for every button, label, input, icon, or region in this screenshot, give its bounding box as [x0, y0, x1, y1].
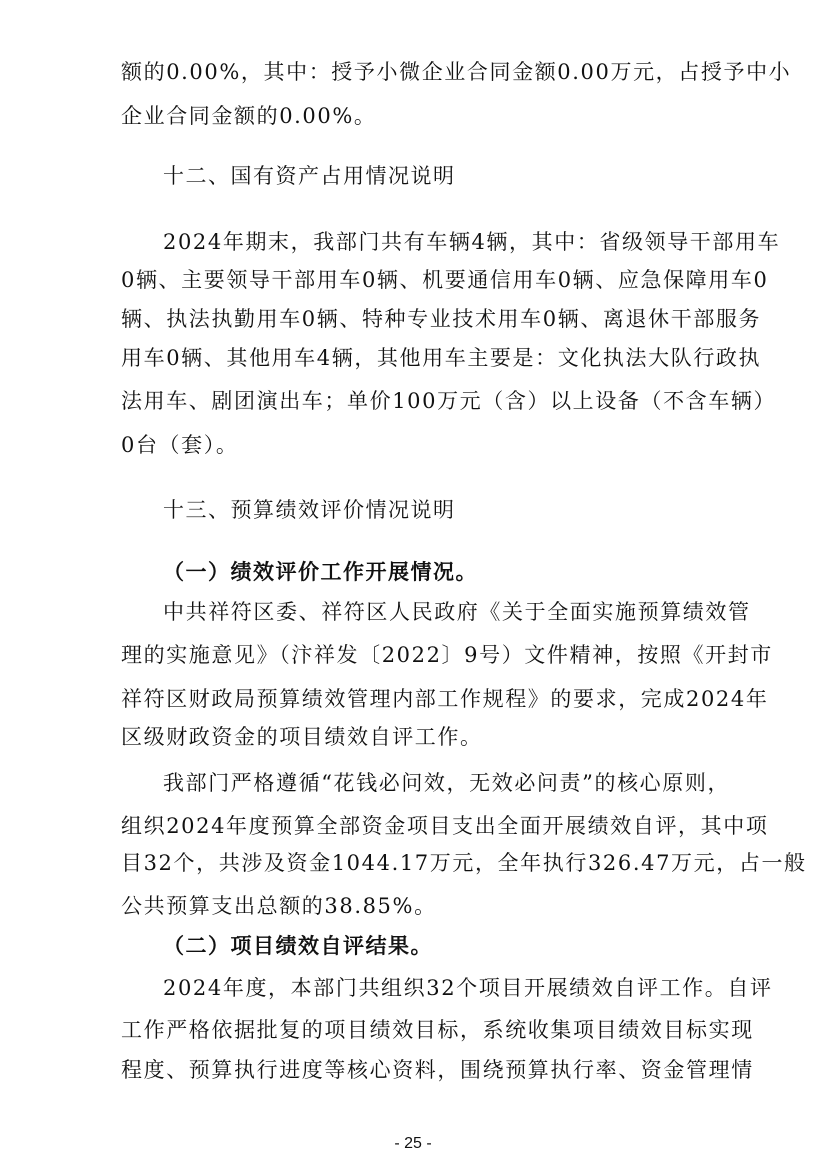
body-text-line: 工作严格依据批复的项目绩效目标，系统收集项目绩效目标实现 [121, 1018, 754, 1042]
section-13-heading: 十三、预算绩效评价情况说明 [163, 498, 456, 522]
subsection-title: （一）绩效评价工作开展情况。 [163, 559, 478, 584]
body-text-line: 组织2024年度预算全部资金项目支出全面开展绩效自评，其中项 [121, 814, 769, 838]
body-text-line: 区级财政资金的项目绩效自评工作。 [121, 725, 483, 749]
body-text-line: 2024年期末，我部门共有车辆4辆，其中：省级领导干部用车 [163, 230, 781, 254]
subsection-title: （二）项目绩效自评结果。 [163, 933, 433, 958]
body-text-line: 公共预算支出总额的38.85%。 [121, 894, 437, 918]
body-text-line: 中共祥符区委、祥符区人民政府《关于全面实施预算绩效管 [163, 600, 751, 624]
body-text-line: 额的0.00%，其中：授予小微企业合同金额0.00万元，占授予中小 [121, 60, 792, 84]
body-text-line: 2024年度，本部门共组织32个项目开展绩效自评工作。自评 [163, 976, 773, 1000]
body-text-line: 法用车、剧团演出车；单价100万元（含）以上设备（不含车辆） [121, 389, 777, 413]
body-text-line: 我部门严格遵循“花钱必问效，无效必问责”的核心原则， [163, 771, 731, 795]
body-text-line: 0辆、主要领导干部用车0辆、机要通信用车0辆、应急保障用车0 [121, 268, 769, 292]
body-text-line: 用车0辆、其他用车4辆，其他用车主要是：文化执法大队行政执 [121, 346, 762, 370]
body-text-line: 祥符区财政局预算绩效管理内部工作规程》的要求，完成2024年 [121, 687, 769, 711]
body-text-line: 程度、预算执行进度等核心资料，围绕预算执行率、资金管理情 [121, 1058, 754, 1082]
body-text-line: 目32个，共涉及资金1044.17万元，全年执行326.47万元，占一般 [121, 851, 807, 875]
section-12-heading: 十二、国有资产占用情况说明 [163, 164, 456, 188]
body-text-line: 理的实施意见》（汴祥发〔2022〕9号）文件精神，按照《开封市 [121, 643, 773, 667]
body-text-line: 企业合同金额的0.00%。 [121, 104, 377, 128]
body-text-line: 0台（套）。 [121, 433, 239, 457]
body-text-line: 辆、执法执勤用车0辆、特种专业技术用车0辆、离退休干部服务 [121, 307, 762, 331]
page-number: - 25 - [394, 1135, 432, 1152]
